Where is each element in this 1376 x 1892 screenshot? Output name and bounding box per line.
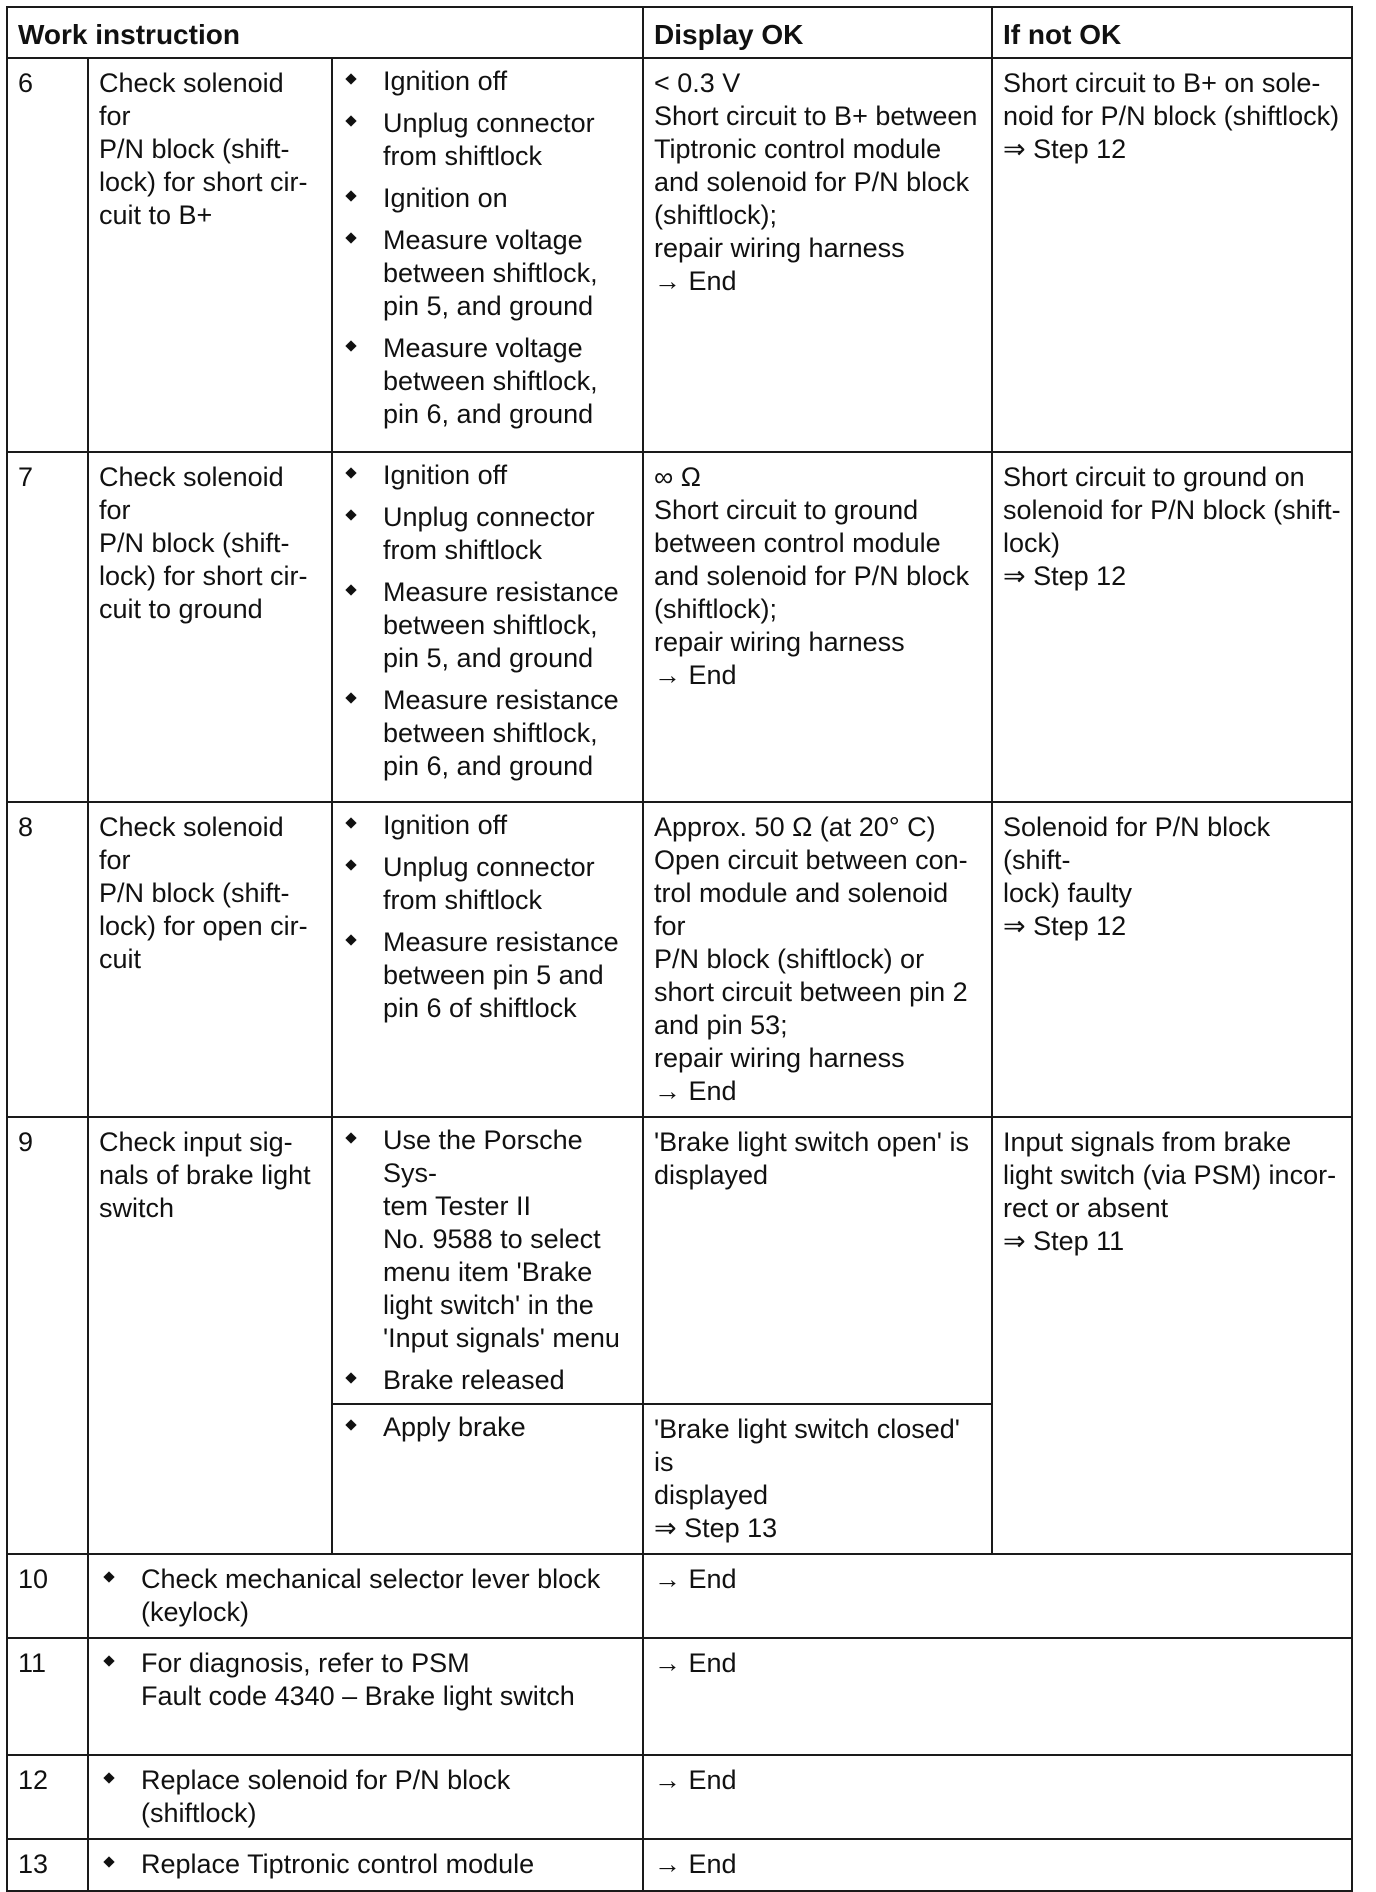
step-number: 13 <box>7 1839 88 1891</box>
display-ok-cell: 'Brake light switch open' is displayed <box>643 1117 992 1404</box>
step-actions <box>332 1404 643 1554</box>
if-not-ok-cell: Input signals from brake light switch (via PSM) incor- rect or absent ⇒ Step 11 <box>992 1117 1352 1554</box>
bullet-diamond-icon <box>345 340 356 351</box>
bullet-diamond-icon <box>345 190 356 201</box>
table-row <box>7 1117 1352 1404</box>
action-item: Measure voltage between shiftlock, pin 6, and ground <box>343 332 632 431</box>
step-actions <box>332 452 643 802</box>
display-ok-cell: → End <box>643 1755 1352 1839</box>
step-actions <box>332 1117 643 1404</box>
display-ok-cell: → End <box>643 1839 1352 1891</box>
step-number: 12 <box>7 1755 88 1839</box>
action-item: Apply brake <box>343 1411 632 1444</box>
step-description: Check input sig- nals of brake light switch <box>88 1117 332 1554</box>
bullet-diamond-icon <box>345 509 356 520</box>
table-row <box>7 1554 1352 1638</box>
action-item: Brake released <box>343 1364 632 1397</box>
action-item: Ignition on <box>343 182 632 215</box>
if-not-ok-cell: Short circuit to ground on solenoid for P/N block (shift- lock) ⇒ Step 12 <box>992 452 1352 802</box>
step-description: Check solenoid for P/N block (shift- lock) for short cir- cuit to ground <box>88 452 332 802</box>
step-actions <box>88 1554 643 1638</box>
display-ok-cell: < 0.3 V Short circuit to B+ between Tiptronic control module and solenoid for P/N block (shiftlock); repair wiring harness → End <box>643 58 992 452</box>
action-item: Measure voltage between shiftlock, pin 5, and ground <box>343 224 632 323</box>
action-item: Ignition off <box>343 65 632 98</box>
step-description: Check solenoid for P/N block (shift- lock) for short cir- cuit to B+ <box>88 58 332 452</box>
bullet-diamond-icon <box>345 115 356 126</box>
action-item: Unplug connector from shiftlock <box>343 851 632 917</box>
step-actions <box>88 1755 643 1839</box>
header-if-not-ok: If not OK <box>992 7 1352 58</box>
action-item: Measure resistance between shiftlock, pin 5, and ground <box>343 576 632 675</box>
action-item: Ignition off <box>343 459 632 492</box>
bullet-diamond-icon <box>345 1419 356 1430</box>
header-row <box>7 7 1352 58</box>
step-description: Check solenoid for P/N block (shift- lock) for open cir- cuit <box>88 802 332 1117</box>
bullet-diamond-icon <box>345 1132 356 1143</box>
action-item: Unplug connector from shiftlock <box>343 501 632 567</box>
step-number: 11 <box>7 1638 88 1755</box>
step-number: 7 <box>7 452 88 802</box>
bullet-diamond-icon <box>345 934 356 945</box>
header-display-ok: Display OK <box>643 7 992 58</box>
bullet-diamond-icon <box>345 859 356 870</box>
bullet-diamond-icon <box>345 467 356 478</box>
action-item: Check mechanical selector lever block (keylock) <box>101 1563 632 1629</box>
table-row <box>7 1638 1352 1755</box>
bullet-diamond-icon <box>345 692 356 703</box>
action-item: Unplug connector from shiftlock <box>343 107 632 173</box>
if-not-ok-cell: Solenoid for P/N block (shift- lock) faulty ⇒ Step 12 <box>992 802 1352 1117</box>
step-actions <box>88 1638 643 1755</box>
header-work-instruction: Work instruction <box>7 7 643 58</box>
table-row <box>7 1755 1352 1839</box>
bullet-diamond-icon <box>345 73 356 84</box>
work-instruction-table <box>6 6 1353 1892</box>
action-item: For diagnosis, refer to PSM Fault code 4340 – Brake light switch <box>101 1647 632 1713</box>
table-row <box>7 58 1352 452</box>
display-ok-cell: 'Brake light switch closed' is displayed ⇒ Step 13 <box>643 1404 992 1554</box>
step-number: 6 <box>7 58 88 452</box>
action-item: Ignition off <box>343 809 632 842</box>
bullet-diamond-icon <box>103 1571 114 1582</box>
display-ok-cell: → End <box>643 1638 1352 1755</box>
bullet-diamond-icon <box>103 1655 114 1666</box>
step-actions <box>332 802 643 1117</box>
display-ok-cell: Approx. 50 Ω (at 20° C) Open circuit between con- trol module and solenoid for P/N block (shiftlock) or short circuit between pin 2 and pin 53; repair wiring harness → End <box>643 802 992 1117</box>
step-number: 8 <box>7 802 88 1117</box>
bullet-diamond-icon <box>103 1856 114 1867</box>
step-number: 10 <box>7 1554 88 1638</box>
bullet-diamond-icon <box>345 232 356 243</box>
table-row <box>7 1839 1352 1891</box>
display-ok-cell: → End <box>643 1554 1352 1638</box>
bullet-diamond-icon <box>345 584 356 595</box>
bullet-diamond-icon <box>345 1372 356 1383</box>
bullet-diamond-icon <box>345 817 356 828</box>
if-not-ok-cell: Short circuit to B+ on sole- noid for P/N block (shiftlock) ⇒ Step 12 <box>992 58 1352 452</box>
action-item: Use the Porsche Sys- tem Tester II No. 9588 to select menu item 'Brake light switch' in the 'Input signals' menu <box>343 1124 632 1355</box>
display-ok-cell: ∞ Ω Short circuit to ground between control module and solenoid for P/N block (shiftlock); repair wiring harness → End <box>643 452 992 802</box>
action-item: Measure resistance between pin 5 and pin 6 of shiftlock <box>343 926 632 1025</box>
step-actions <box>332 58 643 452</box>
table-row <box>7 452 1352 802</box>
action-item: Measure resistance between shiftlock, pin 6, and ground <box>343 684 632 783</box>
step-number: 9 <box>7 1117 88 1554</box>
table-row <box>7 802 1352 1117</box>
step-actions <box>88 1839 643 1891</box>
action-item: Replace Tiptronic control module <box>101 1848 632 1881</box>
action-item: Replace solenoid for P/N block (shiftlock) <box>101 1764 632 1830</box>
